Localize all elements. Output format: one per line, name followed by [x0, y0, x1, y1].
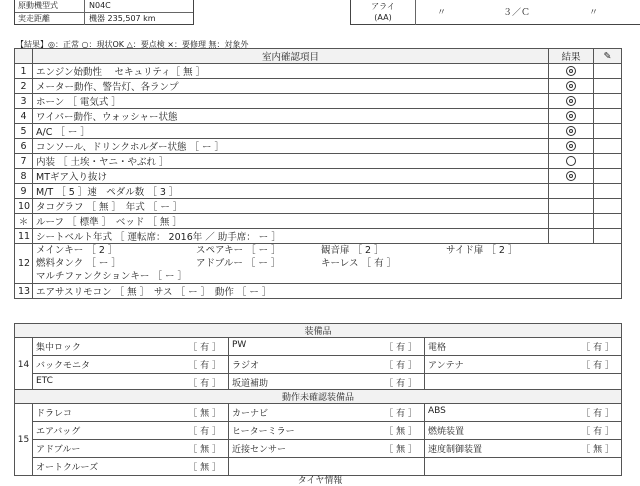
row-number: ＊	[15, 214, 33, 229]
equipment-item: 坂道補助 ［ 有 ］	[229, 374, 425, 392]
equipment-item: アドブルー ［ 無 ］	[33, 440, 229, 458]
check-item: ホーン ［ 電気式 ］	[33, 94, 549, 109]
row-number: 4	[15, 109, 33, 124]
row-number: 13	[15, 284, 33, 299]
extra-cell	[594, 169, 622, 184]
alignment-box	[350, 0, 640, 25]
extra-cell	[594, 139, 622, 154]
check-row	[15, 169, 622, 184]
row-number: 10	[15, 199, 33, 214]
result-cell	[549, 64, 594, 79]
row-number: 15	[15, 404, 33, 476]
equipment-item: エアバッグ ［ 有 ］	[33, 422, 229, 440]
equipment-item: ABS ［ 有 ］	[425, 404, 622, 422]
equipment-item: 燃焼装置 ［ 有 ］	[425, 422, 622, 440]
row-number: 9	[15, 184, 33, 199]
keys-row: メインキー ［ 2 ］ スペアキー ［ ー ］ 観音扉 ［ 2 ］ サイド扉 ［ 2 ］ 燃料タンク ［ ー ］ アドブルー ［ ー ］ キーレス ［ 有 ］ マルチファンクションキー ［ ー ］	[33, 244, 622, 284]
row-number: 12	[15, 244, 33, 284]
check-row	[15, 199, 622, 214]
check-item: ルーフ ［ 標準 ］ ベッド ［ 無 ］	[33, 214, 549, 229]
extra-cell	[594, 124, 622, 139]
unchecked-equipment-table	[14, 389, 622, 476]
result-cell	[549, 169, 594, 184]
extra-cell	[594, 229, 622, 244]
result-cell	[549, 124, 594, 139]
check-item: M/T ［ 5 ］速 ペダル数 ［ 3 ］	[33, 184, 549, 199]
engine-type-value: N04C	[89, 1, 111, 10]
result-cell	[549, 199, 594, 214]
result-cell	[549, 229, 594, 244]
equipment-item: ラジオ ［ 有 ］	[229, 356, 425, 374]
row-number: 8	[15, 169, 33, 184]
check-row	[15, 184, 622, 199]
equipment-item: ドラレコ ［ 無 ］	[33, 404, 229, 422]
alignment-value: ３／Ｃ	[503, 8, 531, 18]
edit-icon[interactable]: ✎	[594, 49, 622, 64]
check-row	[15, 94, 622, 109]
extra-cell	[594, 64, 622, 79]
alignment-label: アライ (AA)	[351, 0, 416, 25]
vehicle-info-box	[14, 0, 194, 25]
check-item: コンソール、ドリンクホルダー状態 ［ ー ］	[33, 139, 549, 154]
extra-cell	[594, 214, 622, 229]
equipment-item: 集中ロック ［ 有 ］	[33, 338, 229, 356]
row-number: 3	[15, 94, 33, 109]
result-cell	[549, 109, 594, 124]
circle-mark-icon	[566, 156, 576, 166]
mileage-label: 実走距離	[15, 13, 85, 25]
result-cell	[549, 184, 594, 199]
row-number: 7	[15, 154, 33, 169]
section-title: 装備品	[15, 324, 622, 338]
alignment-value: 〃	[589, 8, 599, 18]
check-row	[15, 109, 622, 124]
ok-mark-icon	[566, 81, 576, 91]
check-item: MTギア入り抜け	[33, 169, 549, 184]
check-row	[15, 79, 622, 94]
extra-cell	[594, 94, 622, 109]
mileage-value: 機器 235,507 km	[89, 14, 156, 23]
equipment-item: アンテナ ［ 有 ］	[425, 356, 622, 374]
check-item: タコグラフ ［ 無 ］ 年式 ［ ー ］	[33, 199, 549, 214]
ok-mark-icon	[566, 96, 576, 106]
ok-mark-icon	[566, 171, 576, 181]
check-row	[15, 214, 622, 229]
row-number: 2	[15, 79, 33, 94]
equipment-item: 電格 ［ 有 ］	[425, 338, 622, 356]
equipment-item: オートクルーズ ［ 無 ］	[33, 458, 229, 476]
equipment-table	[14, 323, 622, 392]
section-title: 動作未確認装備品	[15, 390, 622, 404]
check-item: 内装 ［ 土埃・ヤニ・やぶれ ］	[33, 154, 549, 169]
result-legend: 【結果】◎：正常 ○：現状OK △：要点検 ×：要修理 無：対象外	[16, 40, 249, 49]
equipment-item: PW ［ 有 ］	[229, 338, 425, 356]
equipment-item: ヒーターミラー ［ 無 ］	[229, 422, 425, 440]
interior-check-table	[14, 48, 622, 299]
check-row	[15, 229, 622, 244]
row-number: 5	[15, 124, 33, 139]
interior-check-title: 室内確認項目	[33, 49, 549, 64]
result-cell	[549, 139, 594, 154]
result-cell	[549, 79, 594, 94]
check-row	[15, 139, 622, 154]
extra-cell	[594, 184, 622, 199]
extra-cell	[594, 199, 622, 214]
result-cell	[549, 214, 594, 229]
check-item: A/C ［ ー ］	[33, 124, 549, 139]
extra-cell	[594, 154, 622, 169]
engine-type-label: 原動機型式	[15, 0, 85, 12]
equipment-item: バックモニタ ［ 有 ］	[33, 356, 229, 374]
check-row	[15, 64, 622, 79]
air-suspension-row: エアサスリモコン ［ 無 ］ サス ［ ー ］ 動作 ［ ー ］	[33, 284, 622, 299]
result-header: 結果	[549, 49, 594, 64]
equipment-item: ETC ［ 有 ］	[33, 374, 229, 392]
equipment-item: 速度制御装置 ［ 無 ］	[425, 440, 622, 458]
row-number: 6	[15, 139, 33, 154]
extra-cell	[594, 109, 622, 124]
check-item: ワイパー動作、ウォッシャー状態	[33, 109, 549, 124]
check-item: シートベルト年式 ［ 運転席： 2016年 ／ 助手席： ー ］	[33, 229, 549, 244]
check-row	[15, 154, 622, 169]
result-cell	[549, 94, 594, 109]
equipment-item: カーナビ ［ 有 ］	[229, 404, 425, 422]
alignment-value: 〃	[437, 8, 447, 18]
ok-mark-icon	[566, 111, 576, 121]
row-number: 1	[15, 64, 33, 79]
check-item: エンジン始動性 セキュリティ［ 無 ］	[33, 64, 549, 79]
extra-cell	[594, 79, 622, 94]
ok-mark-icon	[566, 126, 576, 136]
row-number: 11	[15, 229, 33, 244]
ok-mark-icon	[566, 141, 576, 151]
equipment-item: 近接センサー ［ 無 ］	[229, 440, 425, 458]
check-row	[15, 124, 622, 139]
row-number: 14	[15, 338, 33, 392]
tire-info-title: タイヤ情報	[297, 476, 343, 486]
ok-mark-icon	[566, 66, 576, 76]
check-item: メーター動作、警告灯、各ランプ	[33, 79, 549, 94]
result-cell	[549, 154, 594, 169]
